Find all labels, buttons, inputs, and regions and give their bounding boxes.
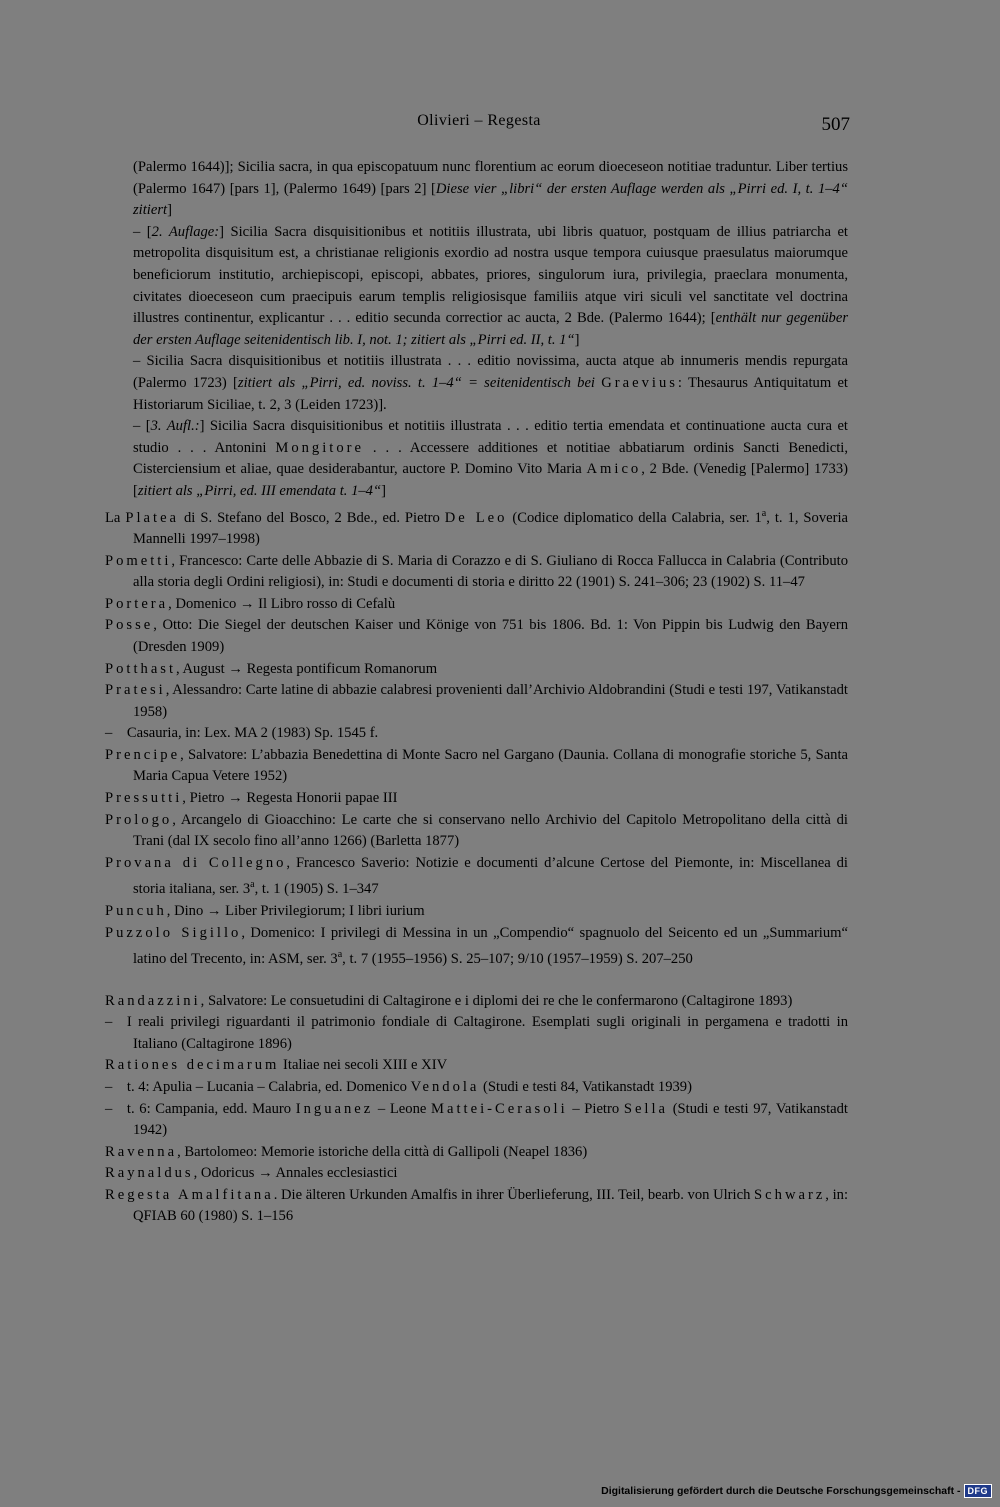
footer-credit [601, 1484, 992, 1498]
entry-text: , Dino → Liber Privilegiorum; I libri iurium [166, 902, 425, 919]
entry-text: . . . Accessere additiones et notitiae abbatiarum ordinis Sancti Benedicti, Cisterciensium et aliae, quae desiderabantur, auctore P. Domino Vito Maria [133, 439, 849, 478]
entry-text: , 2 Bde. (Venedig [Palermo] 1733) [ [133, 461, 848, 499]
author-name: Provana di Collegno [105, 854, 287, 871]
entry-text: (Palermo 1644)]; Sicilia sacra, in qua episcopatuum nunc florentium ac eorum dioeceseon notitiae traduntur. Liber tertius (Palermo 1647) [pars 1], (Palermo 1649) [pars 2] [ [133, 159, 848, 197]
author-name: Vendola [410, 1078, 480, 1095]
author-name: Posse [105, 617, 154, 634]
author-name: Mongitore [275, 439, 364, 456]
bibliography-entry [105, 551, 848, 594]
entry-text: (Studi e testi 84, Vatikanstadt 1939) [479, 1078, 692, 1095]
bibliography-entry [105, 416, 848, 502]
editorial-note: enthält nur gegenüber der ersten Auflage seitenidentisch lib. I, not. 1; zitiert als „Pirri ed. II, t. 1“ [133, 310, 848, 348]
entry-text: di S. Stefano del Bosco, 2 Bde., ed. Pietro [179, 509, 445, 526]
bibliography-entry [105, 615, 848, 658]
running-head: Olivieri – Regesta [417, 112, 541, 129]
entry-text: , Otto: Die Siegel der deutschen Kaiser und Könige von 751 bis 1806. Bd. 1: Von Pippin bis Ludwig den Bayern (Dresden 1909) [133, 617, 848, 655]
bibliography-entry [105, 1163, 848, 1185]
entry-text: , Odoricus → Annales ecclesiastici [193, 1165, 398, 1182]
entry-text: , Francesco Saverio: Notizie e documenti d’alcune Certose del Piemonte, in: Miscellanea di storia italiana, ser. 3 [133, 854, 848, 898]
author-name: Puncuh [105, 902, 167, 919]
entry-text: , August → Regesta pontificum Romanorum [176, 660, 438, 677]
bibliography-entry [105, 659, 848, 681]
bibliography-entry [105, 1012, 848, 1055]
entry-text: , Salvatore: Le consuetudini di Caltagirone e i diplomi dei re che le confermarono (Caltagirone 1893) [200, 992, 793, 1009]
author-name: De Leo [444, 509, 508, 526]
entry-text: a [250, 879, 255, 891]
entry-text: , Francesco: Carte delle Abbazie di S. Maria di Corazzo e di S. Giuliano di Rocca Fallucca in Calabria (Contributo alla storia degli Ordini religiosi), in: Studi e documenti di storia e diritto 22 (1901) S. 241–306; 23 (1902) S. 11–47 [133, 552, 848, 591]
bibliography-entry [105, 901, 848, 923]
editorial-note: 2. Auflage: [151, 223, 220, 240]
editorial-note: Diese vier „libri“ der ersten Auflage werden als „Pirri ed. I, t. 1–4“ zitiert [133, 180, 848, 219]
author-name: Prologo [105, 811, 173, 828]
entry-text: – Sicilia Sacra disquisitionibus et notitiis illustrata . . . editio novissima, aucta atque ab innumeris mendis repurgata (Palermo 1723) [ [133, 353, 848, 391]
entry-text: , in: QFIAB 60 (1980) S. 1–156 [133, 1186, 849, 1225]
entry-text: : Thesaurus Antiquitatum et Historiarum Siciliae, t. 2, 3 (Leiden 1723)]. [133, 374, 848, 413]
author-name: Schwarz [754, 1186, 826, 1203]
entry-text: , Bartolomeo: Memorie istoriche della città di Gallipoli (Neapel 1836) [177, 1143, 588, 1160]
bibliography-entry [105, 157, 848, 222]
entry-text: ] [167, 202, 172, 219]
author-name: Randazzini [105, 992, 201, 1009]
entry-text: , Salvatore: L’abbazia Benedettina di Monte Sacro nel Gargano (Daunia. Collana di monografie storiche 5, Santa Maria Capua Vetere 1952) [133, 746, 848, 785]
entry-text: a [337, 949, 343, 961]
entry-text: , Domenico: I privilegi di Messina in un „Compendio“ spagnuolo del Seicento ed un „Summarium“ latino del Trecento, in: ASM, ser. 3 [133, 924, 848, 967]
entry-text: – Leone [373, 1100, 432, 1117]
author-name: Inguanez [295, 1100, 374, 1117]
entry-text: , t. 1 (1905) S. 1–347 [254, 881, 379, 898]
entry-text: , t. 7 (1955–1956) S. 25–107; 9/10 (1957–1959) S. 207–250 [342, 950, 693, 967]
bibliography-entry [105, 810, 848, 853]
entry-text: – Casauria, in: Lex. MA 2 (1983) Sp. 1545 f. [105, 725, 379, 742]
bibliography-entry [105, 1055, 848, 1077]
entry-text: (Codice diplomatico della Calabria, ser. 1 [507, 509, 762, 526]
entry-text: . Die älteren Urkunden Amalfis in ihrer Überlieferung, III. Teil, bearb. von Ulrich [273, 1186, 755, 1203]
entry-text: Italiae nei secoli XIII e XIV [279, 1057, 448, 1074]
bibliography-entry [105, 1142, 848, 1164]
author-name: Rationes decimarum [105, 1057, 280, 1074]
bibliography-entry [105, 1077, 848, 1099]
author-name: Mattei-Cerasoli [431, 1100, 568, 1117]
page-header [0, 112, 1000, 136]
author-name: Regesta Amalfitana [105, 1186, 274, 1203]
footer-text: Digitalisierung gefördert durch die Deutsche Forschungsgemeinschaft - [601, 1485, 961, 1497]
bibliography-entry [105, 503, 848, 551]
bibliography-entry [105, 222, 848, 352]
entry-text: ] Sicilia Sacra disquisitionibus et notitiis illustrata, ubi libris quatuor, postquam de illius patriarcha et metropolita disquisitum est, a christianae religionis exordio ad nostra usque tempora cuiusque praesulatus maiorumque beneficiorum institutio, archiepiscopi, episcopi, abbates, priores, singulorum iura, privilegia, praeclara monumenta, civitates dioeceseon cum praecipuis earum templis religiosisque familiis atque viri siculi vel sanctitate vel doctrina illustres continentur, explicantur . . . editio secunda correctior ac aucta, 2 Bde. (Palermo 1644); [ [133, 223, 848, 327]
bibliography-entry [105, 923, 848, 971]
editorial-note: zitiert als „Pirri, ed. noviss. t. 1–4“ = seitenidentisch bei [237, 374, 595, 391]
dfg-logo: DFG [964, 1484, 993, 1498]
author-name: Pressutti [105, 790, 183, 807]
author-name: Graevius [601, 374, 678, 391]
section-gap [105, 971, 848, 991]
entry-text: – t. 4: Apulia – Lucania – Calabria, ed. Domenico [105, 1078, 411, 1095]
author-name: Pratesi [105, 682, 166, 699]
entry-text: La [105, 509, 126, 526]
entry-text: (Studi e testi 97, Vatikanstadt 1942) [133, 1100, 848, 1139]
bibliography-entry [105, 351, 848, 416]
author-name: Ravenna [105, 1143, 178, 1160]
entry-text: – I reali privilegi riguardanti il patrimonio fondiale di Caltagirone. Esemplati sugli originali in pergamena e tradotti in Italiano (Caltagirone 1896) [105, 1014, 848, 1052]
bibliography-entry [105, 745, 848, 788]
entry-text: , Arcangelo di Gioacchino: Le carte che si conservano nello Archivio del Capitolo Metropolitano della città di Trani (dal IX secolo fino all’anno 1266) (Barletta 1877) [133, 811, 848, 850]
bibliography-entry [105, 594, 848, 616]
bibliography-text [105, 157, 848, 1228]
bibliography-entry [105, 1185, 848, 1228]
author-name: Portera [105, 595, 169, 612]
entry-text: , t. 1, Soveria Mannelli 1997–1998) [133, 509, 849, 547]
author-name: Platea [125, 509, 180, 526]
entry-text: – Pietro [567, 1100, 624, 1117]
editorial-note: 3. Aufl.: [150, 418, 200, 435]
entry-text: ] [574, 331, 580, 348]
entry-text: , Pietro → Regesta Honorii papae III [182, 790, 398, 807]
page-number: 507 [821, 114, 850, 135]
entry-text: – t. 6: Campania, edd. Mauro [105, 1100, 296, 1117]
author-name: Prencipe [105, 746, 181, 763]
author-name: Potthast [105, 660, 177, 677]
author-name: Pometti [105, 552, 172, 569]
entry-text: ] Sicilia Sacra disquisitionibus et notitiis illustrata . . . editio tertia emendata et continuatione aucta cura et studio . . . Antonini [133, 418, 848, 456]
author-name: Sella [623, 1100, 669, 1117]
entry-text: , Domenico → Il Libro rosso di Cefalù [168, 595, 396, 612]
entry-text: – [ [133, 223, 152, 240]
author-name: Amico [586, 461, 642, 478]
bibliography-entry [105, 680, 848, 723]
bibliography-entry [105, 991, 848, 1013]
author-name: Puzzolo Sigillo [105, 924, 242, 941]
entry-text: – [ [133, 418, 151, 435]
entry-text: , Alessandro: Carte latine di abbazie calabresi provenienti dall’Archivio Aldobrandini (Studi e testi 197, Vatikanstadt 1958) [133, 682, 848, 720]
bibliography-entry [105, 1099, 848, 1142]
editorial-note: zitiert als „Pirri, ed. III emendata t. 1–4“ [137, 482, 382, 499]
author-name: Raynaldus [105, 1165, 194, 1182]
bibliography-entry [105, 788, 848, 810]
bibliography-entry [105, 723, 848, 745]
entry-text: a [761, 507, 767, 519]
entry-text: ] [381, 482, 386, 499]
bibliography-entry [105, 853, 848, 901]
